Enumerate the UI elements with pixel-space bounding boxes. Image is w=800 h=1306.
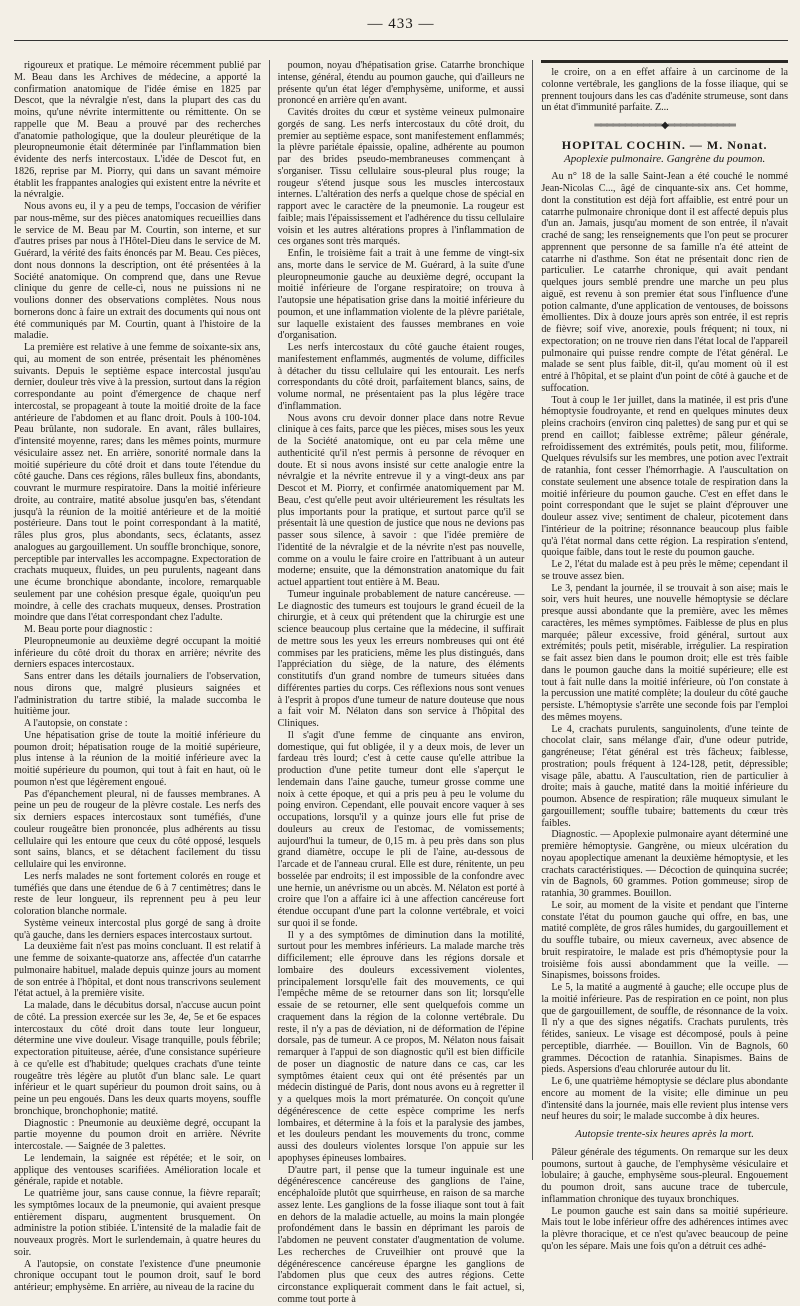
section-title: HOPITAL COCHIN. — M. Nonat. [561, 137, 768, 152]
paragraph: rigoureux et pratique. Le mémoire récemment publié par M. Beau dans les Archives de médecine, a apporté la confirmation anatomique de l'idée émise en 1825 par Descot, que la névralgie n'est, dans la plupart des cas du moins, qu'une névrite intermittente ou rémittente. On se rappelle que M. Beau a prouvé par des recherches d'anatomie pathologique, que la douleur pleurétique de la pleuropneumonie était déterminée par l'inflammation bien évidente des nerfs intercostaux. L'idée de Descot fut, en 1826, reprise par M. Piorry, qui dans un savant mémoire établit les frappantes analogies qui existent entre la névrite et la névralgie. [14, 60, 261, 201]
paragraph: Le 3, pendant la journée, il se trouvait à son aise; mais le soir, vers huit heures, une nouvelle hémoptysie se déclare presque aussi abondante que la première, avec les mêmes caractères, les mêmes symptômes. Faiblesse de plus en plus marquée; pâleur excessive, froid général, surtout aux extrémités; pouls petit, misérable, irrégulier. La respiration se fait assez bien dans le poumon droit; elle est très faible dans le poumon gauche dans la moitié supérieure; elle est tout à fait nulle dans la moitié inférieure, où l'on constate à la percussion une matité complète; la douleur du côté gauche persiste. L'hémoptysie s'arrête une seconde fois par l'emploi des mêmes moyens. [541, 582, 788, 723]
paragraph: M. Beau porte pour diagnostic : [24, 624, 153, 635]
paragraph: Diagnostic. — Apoplexie pulmonaire ayant déterminé une première hémoptysie. Gangrène, ou mieux ulcération du noyau apoplectique amenant la deuxième hémoptysie, et les crachats caractéristiques. — Décoction de quinquina sucrée; vin de Bagnols, 60 grammes. Potion gommeuse; sirop de ratanhia, 30 grammes. Bouillon. [541, 829, 788, 899]
paragraph: le croire, on a en effet affaire à un carcinome de la colonne vertébrale, les ganglions de la fosse iliaque, qui se prennent toujours dans les cas d'adénite strumeuse, sont dans un état d'immunité parfaite. Z... [541, 67, 788, 114]
column-1 [14, 60, 261, 1293]
autopsy-heading: Autopsie trente-six heures après la mort. [575, 1128, 755, 1140]
column-3 [541, 60, 788, 1252]
paragraph: Système veineux intercostal plus gorgé de sang à droite qu'à gauche, dans les derniers espaces intercostaux surtout. [14, 917, 261, 941]
paragraph: A l'autopsie, on constate : [24, 718, 128, 729]
paragraph: Le 2, l'état du malade est à peu près le même; cependant il se trouve assez bien. [541, 559, 788, 582]
paragraph: La malade, dans le décubitus dorsal, n'accuse aucun point de côté. La pression exercée sur les 3e, 4e, 5e et 6e espaces intercostaux du côté droit dans toute leur longueur, détermine une vive douleur. Visage tranquille, pouls fébrile; expectoration pituiteuse, aérée, d'une consistance supérieure à ce qu'elle est d'habitude; quelques crachats d'une teinte rougeâtre très légère au plutôt d'un blanc sale. Le quart inférieur et le quart supérieur du poumon droit sains, ou à peine un peu engoués. Dans les deux quarts moyens, souffle bronchique, bronchophonie; matité. [14, 1000, 261, 1117]
paragraph: D'autre part, il pense que la tumeur inguinale est une dégénérescence cancéreuse des ganglions de l'aine, encéphaloïde plutôt que squirrheuse, en raison de sa marche assez lente. Les ganglions de la fosse iliaque sont tout à fait en dehors de la maladie actuelle, au moins la main plongée profondément dans le bassin en déprimant les parois de l'abdomen ne peuvent constater d'augmentation de volume. Les recherches de Cruveilhier ont prouvé que la dégénérescence cancéreuse épargne les ganglions de l'abdomen plus que ceux des autres régions. Cette circonstance expliquerait comment dans le fait actuel, si, comme tout porte à [277, 1164, 525, 1305]
paragraph: Le 5, la matité a augmenté à gauche; elle occupe plus de la moitié inférieure. Pas de respiration en ce point, non plus que de gargouillement, de souffle, de résonnance de la voix. Il n'y a que des signes négatifs. Crachats purulents, très fétides, sanieux. Le visage est décomposé, pouls à peine perceptible, diarrhée. — Bouillon. Vin de Bagnols, 60 grammes. Décoction de ratanhia. Sinapismes. Bains de pieds. Aspersions d'eau chlorurée autour du lit. [541, 982, 788, 1076]
paragraph: Tout à coup le 1er juillet, dans la matinée, il est pris d'une hémoptysie foudroyante, et rend en quelques minutes deux pleins crachoirs (environ cinq palettes) de sang pur et qui se prend en caillot; faiblesse extrême; pâleur générale, refroidissement des extrémités, pouls petit, mou, filiforme. Quelques révulsifs sur les membres, une potion avec l'extrait de ratanhia, font cesser l'hémorrhagie. A l'auscultation on constate seulement une absence totale de respiration dans la moitié inférieure du poumon gauche. C'est en effet dans le point correspondant que le sujet se plaint d'éprouver une douleur assez vive; sentiment de chaleur, picotement dans l'intérieur de la poitrine; résonnance beaucoup plus faible qu'à l'état normal dans cette région. La respiration s'entend, quoique faible, dans tout le reste du poumon gauche. [541, 394, 788, 559]
paragraph: Pleuropneumonie au deuxième degré occupant la moitié inférieure du côté droit du thorax en arrière; névrite des derniers espaces intercostaux. [14, 635, 261, 671]
text-columns [14, 60, 788, 1305]
paragraph: Le quatrième jour, sans cause connue, la fièvre reparaît; les symptômes locaux de la pneumonie, qui avaient presque entièrement disparu, augmentent brusquement. On administre la potion stibiée. L'intensité de la maladie fait de nouveaux progrès. Mort le surlendemain, à quatre heures du soir. [14, 1188, 261, 1258]
paragraph: Enfin, le troisième fait a trait à une femme de vingt-six ans, morte dans le service de M. Guérard, à la suite d'une pleuropneumonie gauche au deuxième degré, occupant la moitié inférieure de l'organe respiratoire; on trouva à l'autopsie une hépatisation grise dans la moitié inférieure du poumon, et une inflammation violente de la plèvre pariétale, sur laquelle existaient des fausses membranes en voie d'organisation. [277, 248, 525, 342]
paragraph: Une hépatisation grise de toute la moitié inférieure du poumon droit; hépatisation rouge de la moitié supérieure, plus intense à la réunion de la moitié inférieure avec la moitié supérieure du poumon, qui tout à fait en haut, où le poumon n'est que légèrement engoué. [14, 729, 261, 788]
paragraph: Tumeur inguinale probablement de nature cancéreuse. — Le diagnostic des tumeurs est toujours le grand écueil de la chirurgie, et à ceux qui prétendent que la chirurgie est une science beaucoup plus certaine que la médecine, il suffirait de mettre sous les yeux les erreurs nombreuses qui ont été commises par les praticiens, même les plus distingués, dans l'appréciation du siège, de la nature, des éléments constitutifs d'un grand nombre de tumeurs situées dans différentes parties du corps. Ces réflexions nous sont venues à l'esprit à propos d'une tumeur de nature douteuse que nous a fait voir M. Nélaton dans son service à l'hôpital des Cliniques. [277, 588, 525, 729]
header-rule [14, 40, 788, 41]
paragraph: Il s'agit d'une femme de cinquante ans environ, domestique, qui fut obligée, il y a deux mois, de lever un fardeau très lourd; c'est à cette cause qu'elle attribue la production d'une petite tumeur dont elle s'aperçut le lendemain dans l'aine gauche, tumeur grosse comme une noix à cette époque, et qui a pris peu à peu le volume du poing environ. Cependant, elle pouvait encore vaquer à ses occupations, lorsqu'il y a quinze jours elle fut prise de douleurs au creux de l'estomac, de vomissements; aujourd'hui la tumeur, de 0,15 m. à peu près dans son plus grand diamètre, occupe le pli de l'aine, au-dessous de l'arcade et de l'anneau crural. Elle est dure, rénitente, un peu bosselée par endroits; il est impossible de la confondre avec une hernie, un anévrisme ou un abcès. M. Nélaton est porté à croire que l'on a affaire ici à une affection cancéreuse fort étendue occupant d'une part la colonne vertébrale, et voici sur quoi il se fonde. [277, 729, 525, 929]
paragraph: Diagnostic : Pneumonie au deuxième degré, occupant la partie moyenne du poumon droit en arrière. Névrite intercostale. — Saignée de 3 palettes. [14, 1117, 261, 1152]
paragraph: Le 4, crachats purulents, sanguinolents, d'une teinte de chocolat clair, sans mélange d'air, d'une odeur putride, gangréneuse; l'état général est très fâcheux; faiblesse, prostration; pouls fréquent à 124-128, petit, dépressible; visage pâle, abattu. A l'auscultation, rien de particulier à droite; mais à gauche, matité dans la moitié inférieure du poumon. Absence de respiration; râle muqueux simulant le gargouillement; souffle tubaire; battements du cœur très faibles. [541, 723, 788, 829]
paragraph: Pâleur générale des téguments. On remarque sur les deux poumons, surtout à gauche, de l'emphysème vésiculaire et lobulaire; à gauche, emphysème sous-pleural. Engouement du poumon droit, sans aucune trace de tubercule, inflammation chronique des tuyaux bronchiques. [541, 1146, 788, 1205]
column-divider [532, 60, 533, 1160]
section-subtitle: Apoplexie pulmonaire. Gangrène du poumon. [564, 152, 766, 165]
paragraph: Pas d'épanchement pleural, ni de fausses membranes. A peine un peu de rougeur de la plèvre costale. Les nerfs des six derniers espaces intercostaux sont tuméfiés, d'une couleur rougeâtre bien prononcée, plus adhérents au tissu cellulaire qui les entoure que ceux du côté opposé, lesquels sont sains, blancs, et se détachent facilement du tissu cellulaire qui les environne. [14, 788, 261, 870]
page-number: — 433 — [367, 16, 435, 32]
paragraph: Le lendemain, la saignée est répétée; et le soir, on applique des ventouses scarifiées. Amélioration locale et générale, rapide et notable. [14, 1152, 261, 1188]
paragraph: La première est relative à une femme de soixante-six ans, qui, au moment de son entrée, présentait les phénomènes suivants. Depuis le septième espace intercostal jusqu'au dernier, douleur très vive à la pression, surtout dans la région correspondante au point d'émergence de chaque nerf intercostal, se propageant à toute la moitié droite de la face antérieure de l'abdomen et au flanc droit. Pouls à 100-104. Peau brûlante, non sudorale. En avant, râles bullaires, d'intensité moyenne, rares; dans les mêmes points, murmure vésiculaire assez net. En arrière, sonorité normale dans la moitié supérieure du côté droit et dans toute l'étendue du côté gauche. Dans ces régions, râles bulleux fins, abondants, couvrant le murmure respiratoire. Dans la moitié inférieure droite, au contraire, matité absolue jusqu'en bas, s'étendant jusqu'à la réunion de la moitié antérieure et de la moitié postérieure. Dans tout le point correspondant à la matité, râles plus gros, plus abondants, secs, éclatants, assez analogues au gargouillement. Un souffle bronchique, sonore, perceptible par intervalles les accompagne. Expectoration de crachats muqueux, fluides, un peu purulents, nageant dans une écume bronchique abondante, incolore, remarquable seulement par une cohésion presque égale, quoiqu'un peu moindre, à celle des crachats muqueux, denses. Prostration moindre que dans l'état correspondant chez l'adulte. [14, 342, 261, 624]
paragraph: Cavités droites du cœur et système veineux pulmonaire gorgés de sang. Les nerfs intercostaux du côté droit, du premier au septième espace, sont manifestement enflammés; la plèvre pariétale épaissie, opaline, adhérente au poumon par des brides pseudo-membraneuses commençant à s'organiser. Tissu cellulaire sous-pleural plus rouge; la rougeur s'étend jusque sous les muscles intercostaux internes. L'altération des nerfs a quelque chose de spécial en rapport avec le caractère de la pneumonie. La rougeur est faible; mais l'épaississement et l'adhérence du tissu cellulaire voisin et les autres altérations propres à l'inflammation de ces organes sont très marqués. [277, 107, 525, 248]
column-divider [269, 60, 270, 1160]
paragraph: Nous avons cru devoir donner place dans notre Revue clinique à ces faits, parce que les pièces, mises sous les yeux de la Société anatomique, ont eu par cela même une authenticité qu'il n'est permis à personne de révoquer en doute. Et si nous avons insisté sur cette analogie entre la névralgie et la névrite entrevue il y a vingt-deux ans par Descot et M. Piorry, et confirmée anatomiquement par M. Beau, c'est qu'elle peut avoir ultérieurement les résultats les plus importants pour la pratique, et surtout parce qu'il se présentait là une question de justice que nous ne devions pas passer sous silence, à savoir : que l'idée première de l'identité de la névralgie et de la névrite n'est pas nouvelle, comme on a voulu le faire croire en l'attribuant à un auteur moderne; ensuite, que la démonstration anatomique du fait actuel appartient tout entière à M. Beau. [277, 412, 525, 588]
paragraph: Les nerfs intercostaux du côté gauche étaient rouges, manifestement enflammés, augmentés de volume, difficiles à détacher du tissu cellulaire qui les entourait. Les nerfs correspondants du côté droit, parfaitement blancs, sains, de volume normal, ne présentaient pas la plus légère trace d'inflammation. [277, 342, 525, 412]
thick-rule [541, 60, 788, 63]
paragraph: Le 6, une quatrième hémoptysie se déclare plus abondante encore au moment de la visite; elle diminue un peu d'intensité dans la journée, mais elle revient plus intense vers neuf heures du soir; le malade succombe à dix heures. [541, 1076, 788, 1123]
ornament-divider: ═══════════◆═══════════ [594, 120, 735, 131]
paragraph: Nous avons eu, il y a peu de temps, l'occasion de vérifier par nous-même, sur des pièces anatomiques recueillies dans le service de M. Beau par M. Courtin, son interne, et sur d'autres prises par nous à l'Hôtel-Dieu dans le service de M. Guérard, la vérité des faits énoncés par M. Beau. Ces pièces, dont nous donnons la description, ont été présentées à la Société anatomique. On comprend que, dans une Revue clinique du genre de celle-ci, nous ne puissions ni ne voulions donner des observations complètes. Nous nous bornerons donc à faire un extrait des documents qui nous ont été communiqués par M. Courtin, quant à l'histoire de la maladie. [14, 201, 261, 342]
paragraph: Il y a des symptômes de diminution dans la motilité, surtout pour les membres inférieurs. La malade marche très difficilement; elle éprouve dans les régions dorsale et lombaire des douleurs excessivement violentes, principalement lorsqu'elle fait des mouvements, ce qui l'empêche même de se retourner dans son lit; lorsqu'elle essaie de se retourner, elle sent quelquefois comme un craquement dans la région de la colonne vertébrale. Du reste, il n'y a pas de déviation, ni de déformation de l'épine dorsale, pas de tumeur. A ce propos, M. Nélaton nous faisait remarquer à l'appui de son diagnostic qu'il est bien difficile de poser un diagnostic de nature dans ce cas, car les symptômes étaient ceux qui ont été présentés par un médecin distingué de Paris, dont nous avons eu à regretter il y a quelques mois la mort prématurée. On conçoit qu'une dégénérescence de cette espèce comprime les nerfs lombaires, et détermine à la fois et la paralysie des jambes, et les douleurs pendant les mouvements du tronc, comme aussi des douleurs violentes lorsque l'on appuie sur les apophyses épineuses lombaires. [277, 929, 525, 1164]
paragraph: Sans entrer dans les détails journaliers de l'observation, nous dirons que, malgré plusieurs saignées et l'administration du tartre stibié, la malade succomba le huitième jour. [14, 671, 261, 718]
paragraph: A l'autopsie, on constate l'existence d'une pneumonie chronique occupant tout le poumon droit, sauf le bord antérieur; emphysème. En arrière, au niveau de la racine du [14, 1258, 261, 1293]
paragraph: Les nerfs malades ne sont fortement colorés en rouge et tuméfiés que dans une étendue de 6 à 7 centimètres; dans le reste de leur longueur, ils reprennent peu à peu leur coloration blanche normale. [14, 870, 261, 917]
column-2 [277, 60, 525, 1305]
paragraph: poumon, noyau d'hépatisation grise. Catarrhe bronchique intense, général, étendu au poumon gauche, qui d'ailleurs ne présente qu'un état léger d'emphysème, uniforme, et aussi prononcé en arrière qu'en avant. [277, 60, 525, 107]
paragraph: Le soir, au moment de la visite et pendant que l'interne constate l'état du poumon gauche qui offre, en bas, une matité complète, de gros râles humides, du gargouillement et du souffle tubaire, ou mieux caverneux, avec absence de bruit respiratoire, le malade est pris d'hémoptysie pour la troisième fois aussi abondamment que la veille. — Sinapismes, boissons froides. [541, 899, 788, 982]
paragraph: La deuxième fait n'est pas moins concluant. Il est relatif à une femme de soixante-quatorze ans, affectée d'un catarrhe pulmonaire habituel, malade depuis quinze jours au moment de son entrée à l'hôpital, et dont nous transcrivons seulement l'état actuel, à la première visite. [14, 941, 261, 1000]
paragraph: Le poumon gauche est sain dans sa moitié supérieure. Mais tout le lobe inférieur offre des adhérences intimes avec la plèvre thoracique, et ce n'est qu'avec beaucoup de peine qu'on les sépare. Mais une fois qu'on a détruit ces adhé- [541, 1205, 788, 1252]
page-header [14, 16, 788, 42]
paragraph: Au n° 18 de la salle Saint-Jean a été couché le nommé Jean-Nicolas C..., âgé de cinquante-six ans. Cet homme, dont la constitution est déjà fort affaiblie, est entré pour un catarrhe pulmonaire chronique dont il est affecté depuis plus d'un an. Jamais, jusqu'au moment de son entrée, il n'avait craché de sang; les renseignements que l'on peut se procurer apprennent que personne de sa famille n'a été atteint de catarrhe ni d'asthme. Son état ne présentait donc rien de particulier. Le catarrhe chronique, qui avait pendant quelques jours semblé prendre une marche un peu plus aiguë, est revenu à son premier état sous l'influence d'une potion calmante, d'une application de ventouses, de boissons émollientes. Dix à douze jours après son entrée, il est repris de fièvre; soif vive, anorexie, pouls fréquent; ni toux, ni expectoration; on ne trouve rien dans l'état local de l'appareil pulmonaire qui puisse rendre compte de l'état général. Le malade se sent plus faible, dit-il, qu'au moment où il est entré à l'hôpital, et se plaint d'un point de côté à gauche et de suffocation. [541, 171, 788, 394]
